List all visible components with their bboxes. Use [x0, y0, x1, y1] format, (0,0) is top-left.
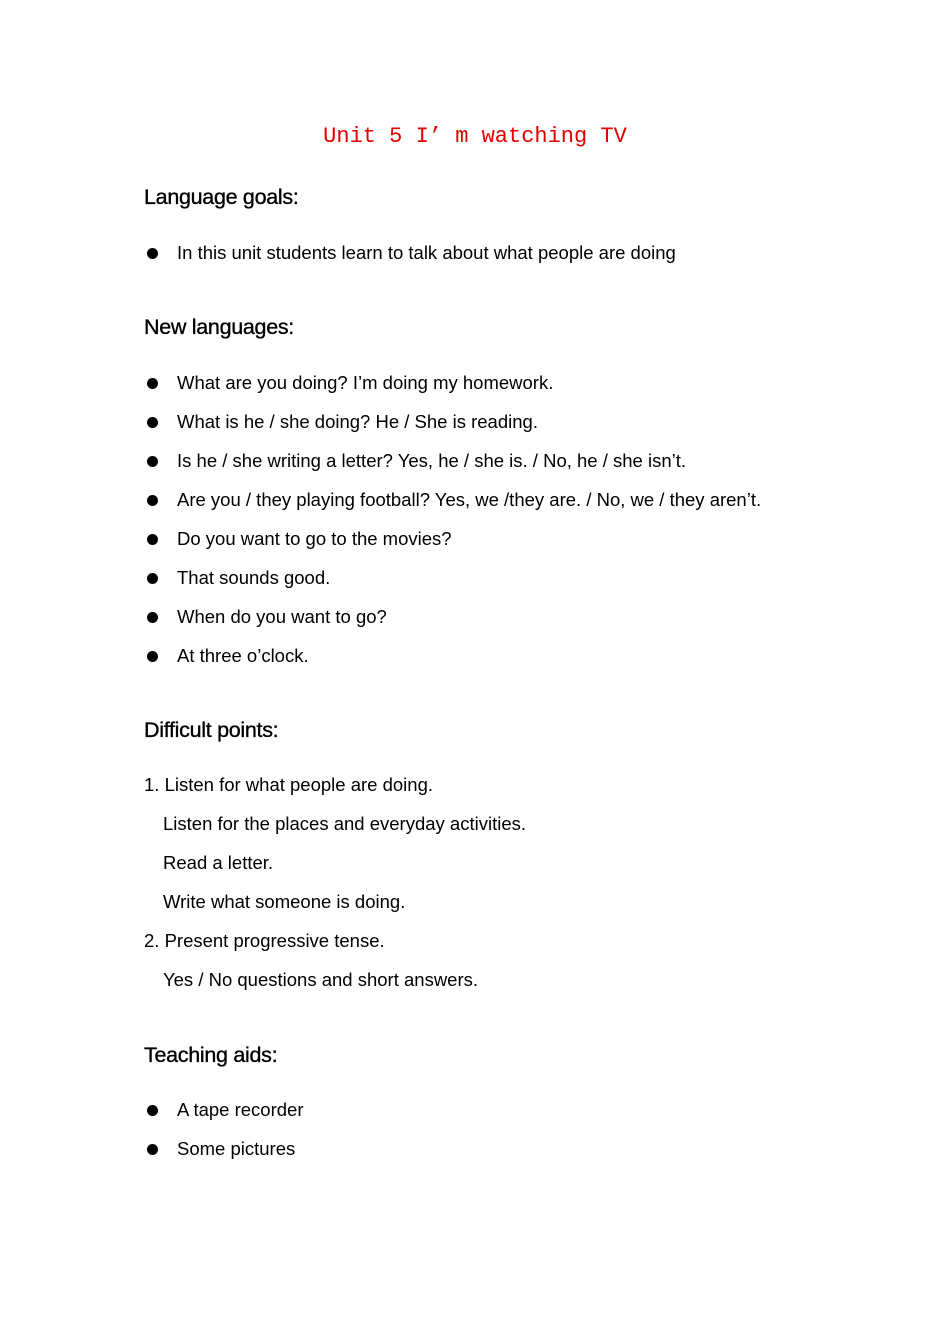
bullet-icon [147, 248, 158, 259]
bullet-icon [147, 1105, 158, 1116]
language-goals-heading: Language goals: [144, 185, 299, 209]
indented-line: Write what someone is doing. [163, 891, 406, 912]
bullet-icon [147, 651, 158, 662]
indented-line: Listen for the places and everyday activities. [163, 813, 526, 834]
bullet-icon [147, 534, 158, 545]
new-languages-heading: New languages: [144, 315, 294, 339]
difficult-points-heading: Difficult points: [144, 718, 279, 742]
document-page: Unit 5 I’ m watching TV Language goals: In this unit students learn to talk about what people are doing New languages: What are you doing? I’m doing my homework. What is he / she doing? He / She is reading. Is he / she writing a letter? Yes, he / she is. / No, he / she isn’t. Are you / they playing football? Yes, we /they are. / No, we / they aren’t. Do you want to go to the movies? That sounds good. When do you want to go? At three o’clock. Difficult points: 1. Listen for what people are doing. Listen for the places and everyday activities. Read a letter. Write what someone is doing. 2. Present progressive tense. Yes / No questions and short answers. Teaching aids: A tape recorder Some pictures [0, 0, 950, 1344]
bullet-icon [147, 1144, 158, 1155]
bullet-icon [147, 456, 158, 467]
numbered-line: 2. Present progressive tense. [144, 930, 385, 951]
bullet-icon [147, 417, 158, 428]
bullet-icon [147, 612, 158, 623]
indented-line: Read a letter. [163, 852, 274, 873]
bullet-icon [147, 573, 158, 584]
teaching-aids-heading: Teaching aids: [144, 1043, 278, 1067]
document-title: Unit 5 I’ m watching TV [323, 124, 627, 149]
indented-line: Yes / No questions and short answers. [163, 969, 479, 990]
bullet-icon [147, 378, 158, 389]
bullet-icon [147, 495, 158, 506]
numbered-line: 1. Listen for what people are doing. [144, 774, 433, 795]
